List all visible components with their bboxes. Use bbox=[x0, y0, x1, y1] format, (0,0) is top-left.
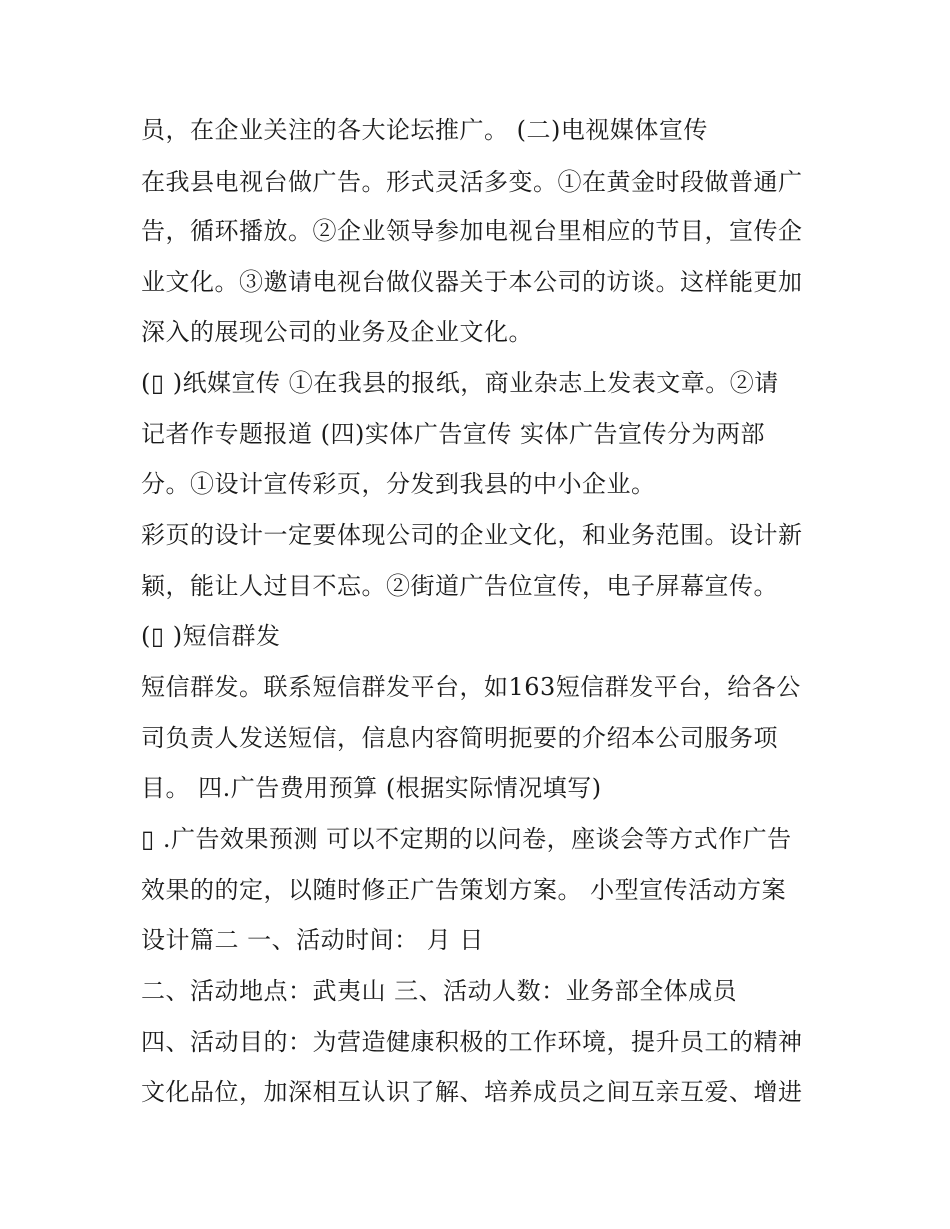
text-line: 设计篇二 一、活动时间： 月 日 bbox=[141, 926, 484, 954]
text-line: 深入的展现公司的业务及企业文化。 bbox=[141, 318, 533, 346]
text-line: ▯ .广告效果预测 可以不定期的以问卷，座谈会等方式作广告 bbox=[141, 825, 792, 853]
text-line: (▯ )短信群发 bbox=[141, 622, 281, 650]
text-line: 告，循环播放。②企业领导参加电视台里相应的节目，宣传企 bbox=[141, 217, 803, 245]
text-line: 四、活动目的：为营造健康积极的工作环境，提升员工的精神 bbox=[141, 1028, 803, 1056]
text-line: 记者作专题报道 (四)实体广告宣传 实体广告宣传分为两部 bbox=[141, 420, 765, 448]
text-line: 文化品位，加深相互认识了解、培养成员之间互亲互爱、增进 bbox=[141, 1078, 803, 1106]
text-line: 颖，能让人过目不忘。②街道广告位宣传，电子屏幕宣传。 bbox=[141, 572, 778, 600]
text-line: 目。 四.广告费用预算 (根据实际情况填写) bbox=[141, 774, 602, 802]
text-line: 员，在企业关注的各大论坛推广。 (二)电视媒体宣传 bbox=[141, 116, 708, 144]
text-line: 短信群发。联系短信群发平台，如163短信群发平台，给各公 bbox=[141, 673, 801, 701]
text-line: 二、活动地点：武夷山 三、活动人数：业务部全体成员 bbox=[141, 977, 738, 1005]
text-line: 业文化。③邀请电视台做仪器关于本公司的访谈。这样能更加 bbox=[141, 268, 803, 296]
text-line: 分。①设计宣传彩页，分发到我县的中小企业。 bbox=[141, 470, 656, 498]
text-line: 彩页的设计一定要体现公司的企业文化，和业务范围。设计新 bbox=[141, 521, 803, 549]
text-line: (▯ )纸媒宣传 ①在我县的报纸，商业杂志上发表文章。②请 bbox=[141, 369, 779, 397]
text-line: 在我县电视台做广告。形式灵活多变。①在黄金时段做普通广 bbox=[141, 168, 803, 196]
text-line: 司负责人发送短信，信息内容简明扼要的介绍本公司服务项 bbox=[141, 724, 778, 752]
text-line: 效果的的定，以随时修正广告策划方案。 小型宣传活动方案 bbox=[141, 876, 787, 904]
